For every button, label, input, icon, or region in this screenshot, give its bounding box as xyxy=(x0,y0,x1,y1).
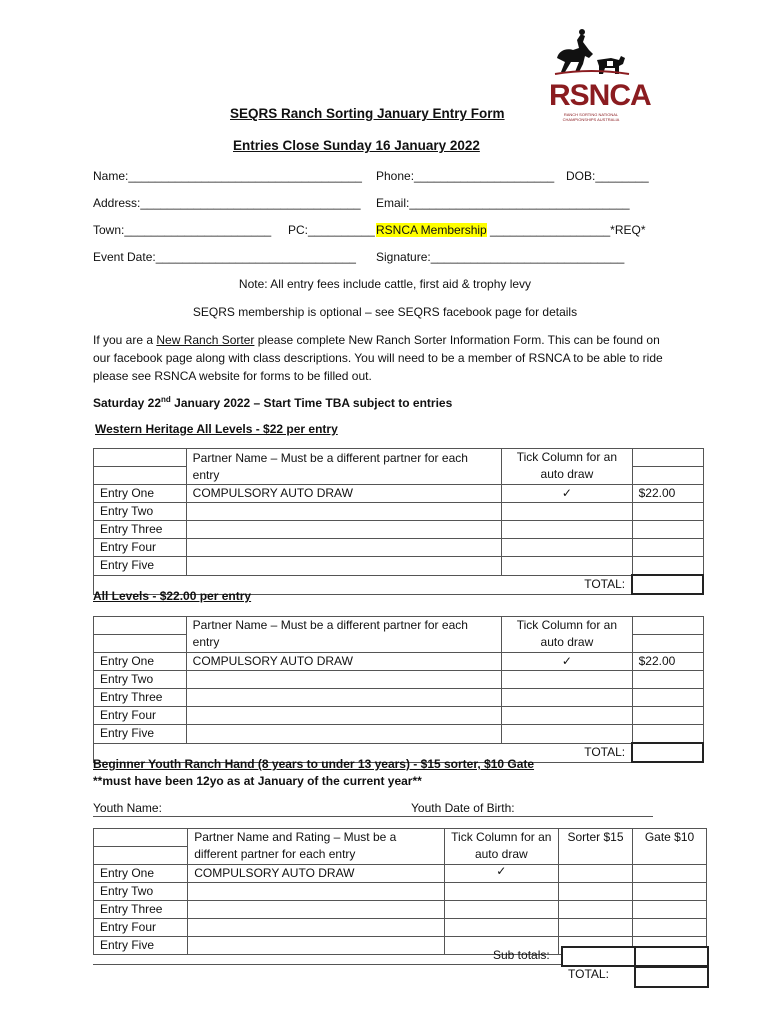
entry-four-label: Entry Four xyxy=(94,707,187,725)
entry-three-label: Entry Three xyxy=(94,521,187,539)
new-sorter-text-1: If you are a xyxy=(93,333,157,347)
tick-input[interactable] xyxy=(502,539,632,557)
tick-input[interactable] xyxy=(502,503,632,521)
partner-input[interactable] xyxy=(186,725,502,744)
partner-input[interactable] xyxy=(186,521,502,539)
price-input[interactable] xyxy=(632,503,703,521)
entry-label-cell xyxy=(94,617,187,635)
tick-header: Tick Column for an auto draw xyxy=(444,829,558,865)
section1-table xyxy=(93,448,704,595)
membership-line: __________________*REQ* xyxy=(486,223,646,237)
saturday-detail: January 2022 – Start Time TBA subject to entries xyxy=(170,396,453,410)
partner-input[interactable] xyxy=(188,883,444,901)
price-input[interactable] xyxy=(632,725,703,744)
price-input[interactable] xyxy=(632,521,703,539)
price-header xyxy=(632,449,703,467)
membership-row[interactable] xyxy=(376,223,646,237)
partner-input[interactable] xyxy=(186,707,502,725)
name-field[interactable]: Name:___________________________________ xyxy=(93,169,362,183)
price-input[interactable] xyxy=(632,557,703,576)
fees-note: Note: All entry fees include cattle, first aid & trophy levy xyxy=(238,277,532,291)
tick-input[interactable] xyxy=(502,707,632,725)
partner-input[interactable] xyxy=(186,503,502,521)
price-header xyxy=(632,617,703,635)
entry-label-cell xyxy=(94,449,187,467)
entry-five-label: Entry Five xyxy=(94,725,187,744)
section3-subheading: **must have been 12yo as at January of the current year** xyxy=(93,774,422,788)
rsnca-logo xyxy=(549,28,651,122)
entry-five-label: Entry Five xyxy=(94,557,187,576)
tick-checkmark-icon[interactable]: ✓ xyxy=(444,865,558,883)
entry-one-label: Entry One xyxy=(94,653,187,671)
auto-draw-label: COMPULSORY AUTO DRAW xyxy=(186,485,502,503)
subtotal-rule xyxy=(93,964,561,965)
tick-input[interactable] xyxy=(502,557,632,576)
section2-table xyxy=(93,616,704,763)
partner-header: Partner Name and Rating – Must be a different partner for each entry xyxy=(188,829,444,865)
partner-input[interactable] xyxy=(186,689,502,707)
sorter-input[interactable] xyxy=(559,865,633,883)
total-label: TOTAL: xyxy=(568,967,609,981)
entry-four-label: Entry Four xyxy=(94,539,187,557)
total-input[interactable] xyxy=(632,575,703,594)
tick-input[interactable] xyxy=(444,901,558,919)
entry-price: $22.00 xyxy=(632,653,703,671)
section3-table xyxy=(93,828,707,955)
entry-label-cell xyxy=(94,829,188,847)
logo-tagline: RANCH SORTING NATIONAL CHAMPIONSHIPS AUSTRALIA xyxy=(562,112,620,122)
partner-input[interactable] xyxy=(188,937,444,955)
tick-input[interactable] xyxy=(502,671,632,689)
section3-heading: Beginner Youth Ranch Hand (8 years to under 13 years) - $15 sorter, $10 Gate xyxy=(93,757,535,771)
partner-input[interactable] xyxy=(186,539,502,557)
entry-three-label: Entry Three xyxy=(94,689,187,707)
partner-input[interactable] xyxy=(186,671,502,689)
entry-three-label: Entry Three xyxy=(94,901,188,919)
auto-draw-label: COMPULSORY AUTO DRAW xyxy=(188,865,444,883)
price-input[interactable] xyxy=(632,671,703,689)
tick-checkmark-icon[interactable]: ✓ xyxy=(502,485,632,503)
postcode-field[interactable]: PC:__________ xyxy=(288,223,375,237)
new-ranch-sorter-link[interactable]: New Ranch Sorter xyxy=(156,333,255,347)
youth-dob-label: Youth Date of Birth: xyxy=(411,801,515,815)
date-suffix: nd xyxy=(161,395,171,404)
youth-name-label: Youth Name: xyxy=(93,801,162,815)
tick-checkmark-icon[interactable]: ✓ xyxy=(502,653,632,671)
price-input[interactable] xyxy=(632,707,703,725)
sorter-input[interactable] xyxy=(559,919,633,937)
town-field[interactable]: Town:______________________ xyxy=(93,223,272,237)
entry-two-label: Entry Two xyxy=(94,503,187,521)
entry-price: $22.00 xyxy=(632,485,703,503)
gate-subtotal-input[interactable] xyxy=(634,946,709,967)
saturday-heading xyxy=(93,395,452,410)
subtotals-label: Sub totals: xyxy=(493,948,550,962)
cowboy-on-horse-icon xyxy=(549,28,633,80)
partner-header: Partner Name – Must be a different partner for each entry xyxy=(186,449,502,485)
total-label: TOTAL: xyxy=(94,575,633,594)
partner-input[interactable] xyxy=(186,557,502,576)
saturday-date: Saturday 22 xyxy=(93,396,162,410)
email-field[interactable]: Email:_________________________________ xyxy=(376,196,630,210)
partner-header: Partner Name – Must be a different partner for each entry xyxy=(186,617,502,653)
entry-label-cell xyxy=(94,635,187,653)
entry-four-label: Entry Four xyxy=(94,919,188,937)
address-field[interactable]: Address:_________________________________ xyxy=(93,196,361,210)
price-input[interactable] xyxy=(632,689,703,707)
total-input[interactable] xyxy=(632,743,703,762)
phone-field[interactable]: Phone:_____________________ xyxy=(376,169,555,183)
gate-input[interactable] xyxy=(633,901,707,919)
total-label: TOTAL: xyxy=(94,743,633,762)
price-header xyxy=(632,467,703,485)
youth-details-line[interactable] xyxy=(93,816,653,817)
partner-input[interactable] xyxy=(188,901,444,919)
price-input[interactable] xyxy=(632,539,703,557)
gate-input[interactable] xyxy=(633,919,707,937)
entry-two-label: Entry Two xyxy=(94,671,187,689)
gate-input[interactable] xyxy=(633,883,707,901)
form-title: SEQRS Ranch Sorting January Entry Form xyxy=(230,106,505,121)
membership-label: RSNCA Membership xyxy=(376,223,487,237)
tick-input[interactable] xyxy=(502,725,632,744)
grand-total-input[interactable] xyxy=(634,966,709,988)
sorter-input[interactable] xyxy=(559,883,633,901)
seqrs-note: SEQRS membership is optional – see SEQRS facebook page for details xyxy=(192,305,578,319)
signature-field[interactable]: Signature:_____________________________ xyxy=(376,250,625,264)
gate-header: Gate $10 xyxy=(633,829,707,865)
section2-heading: All Levels - $22.00 per entry xyxy=(93,589,252,603)
section1-heading: Western Heritage All Levels - $22 per entry xyxy=(95,422,338,436)
new-sorter-paragraph xyxy=(93,331,663,385)
entry-five-label: Entry Five xyxy=(94,937,188,955)
entries-close: Entries Close Sunday 16 January 2022 xyxy=(233,138,480,153)
new-sorter-text-2: please complete New Ranch Sorter Information Form. This can be found on our facebook page along with class descriptions. You will need to be a member of RSNCA to be able to ride please see RSNCA website for forms to be filled out. xyxy=(93,333,663,383)
tick-input[interactable] xyxy=(502,689,632,707)
tick-input[interactable] xyxy=(502,521,632,539)
sorter-input[interactable] xyxy=(559,901,633,919)
entry-one-label: Entry One xyxy=(94,485,187,503)
sorter-subtotal-input[interactable] xyxy=(561,946,636,967)
dob-field[interactable]: DOB:________ xyxy=(566,169,649,183)
logo-wordmark: RSNCA xyxy=(549,79,651,112)
tick-input[interactable] xyxy=(444,883,558,901)
tick-header: Tick Column for an auto draw xyxy=(502,617,632,653)
gate-input[interactable] xyxy=(633,865,707,883)
sorter-header: Sorter $15 xyxy=(559,829,633,865)
tick-header: Tick Column for an auto draw xyxy=(502,449,632,485)
entry-one-label: Entry One xyxy=(94,865,188,883)
tick-input[interactable] xyxy=(444,919,558,937)
entry-label-cell xyxy=(94,847,188,865)
entry-two-label: Entry Two xyxy=(94,883,188,901)
price-header xyxy=(632,635,703,653)
partner-input[interactable] xyxy=(188,919,444,937)
event-date-field[interactable]: Event Date:______________________________ xyxy=(93,250,356,264)
auto-draw-label: COMPULSORY AUTO DRAW xyxy=(186,653,502,671)
entry-label-cell xyxy=(94,467,187,485)
